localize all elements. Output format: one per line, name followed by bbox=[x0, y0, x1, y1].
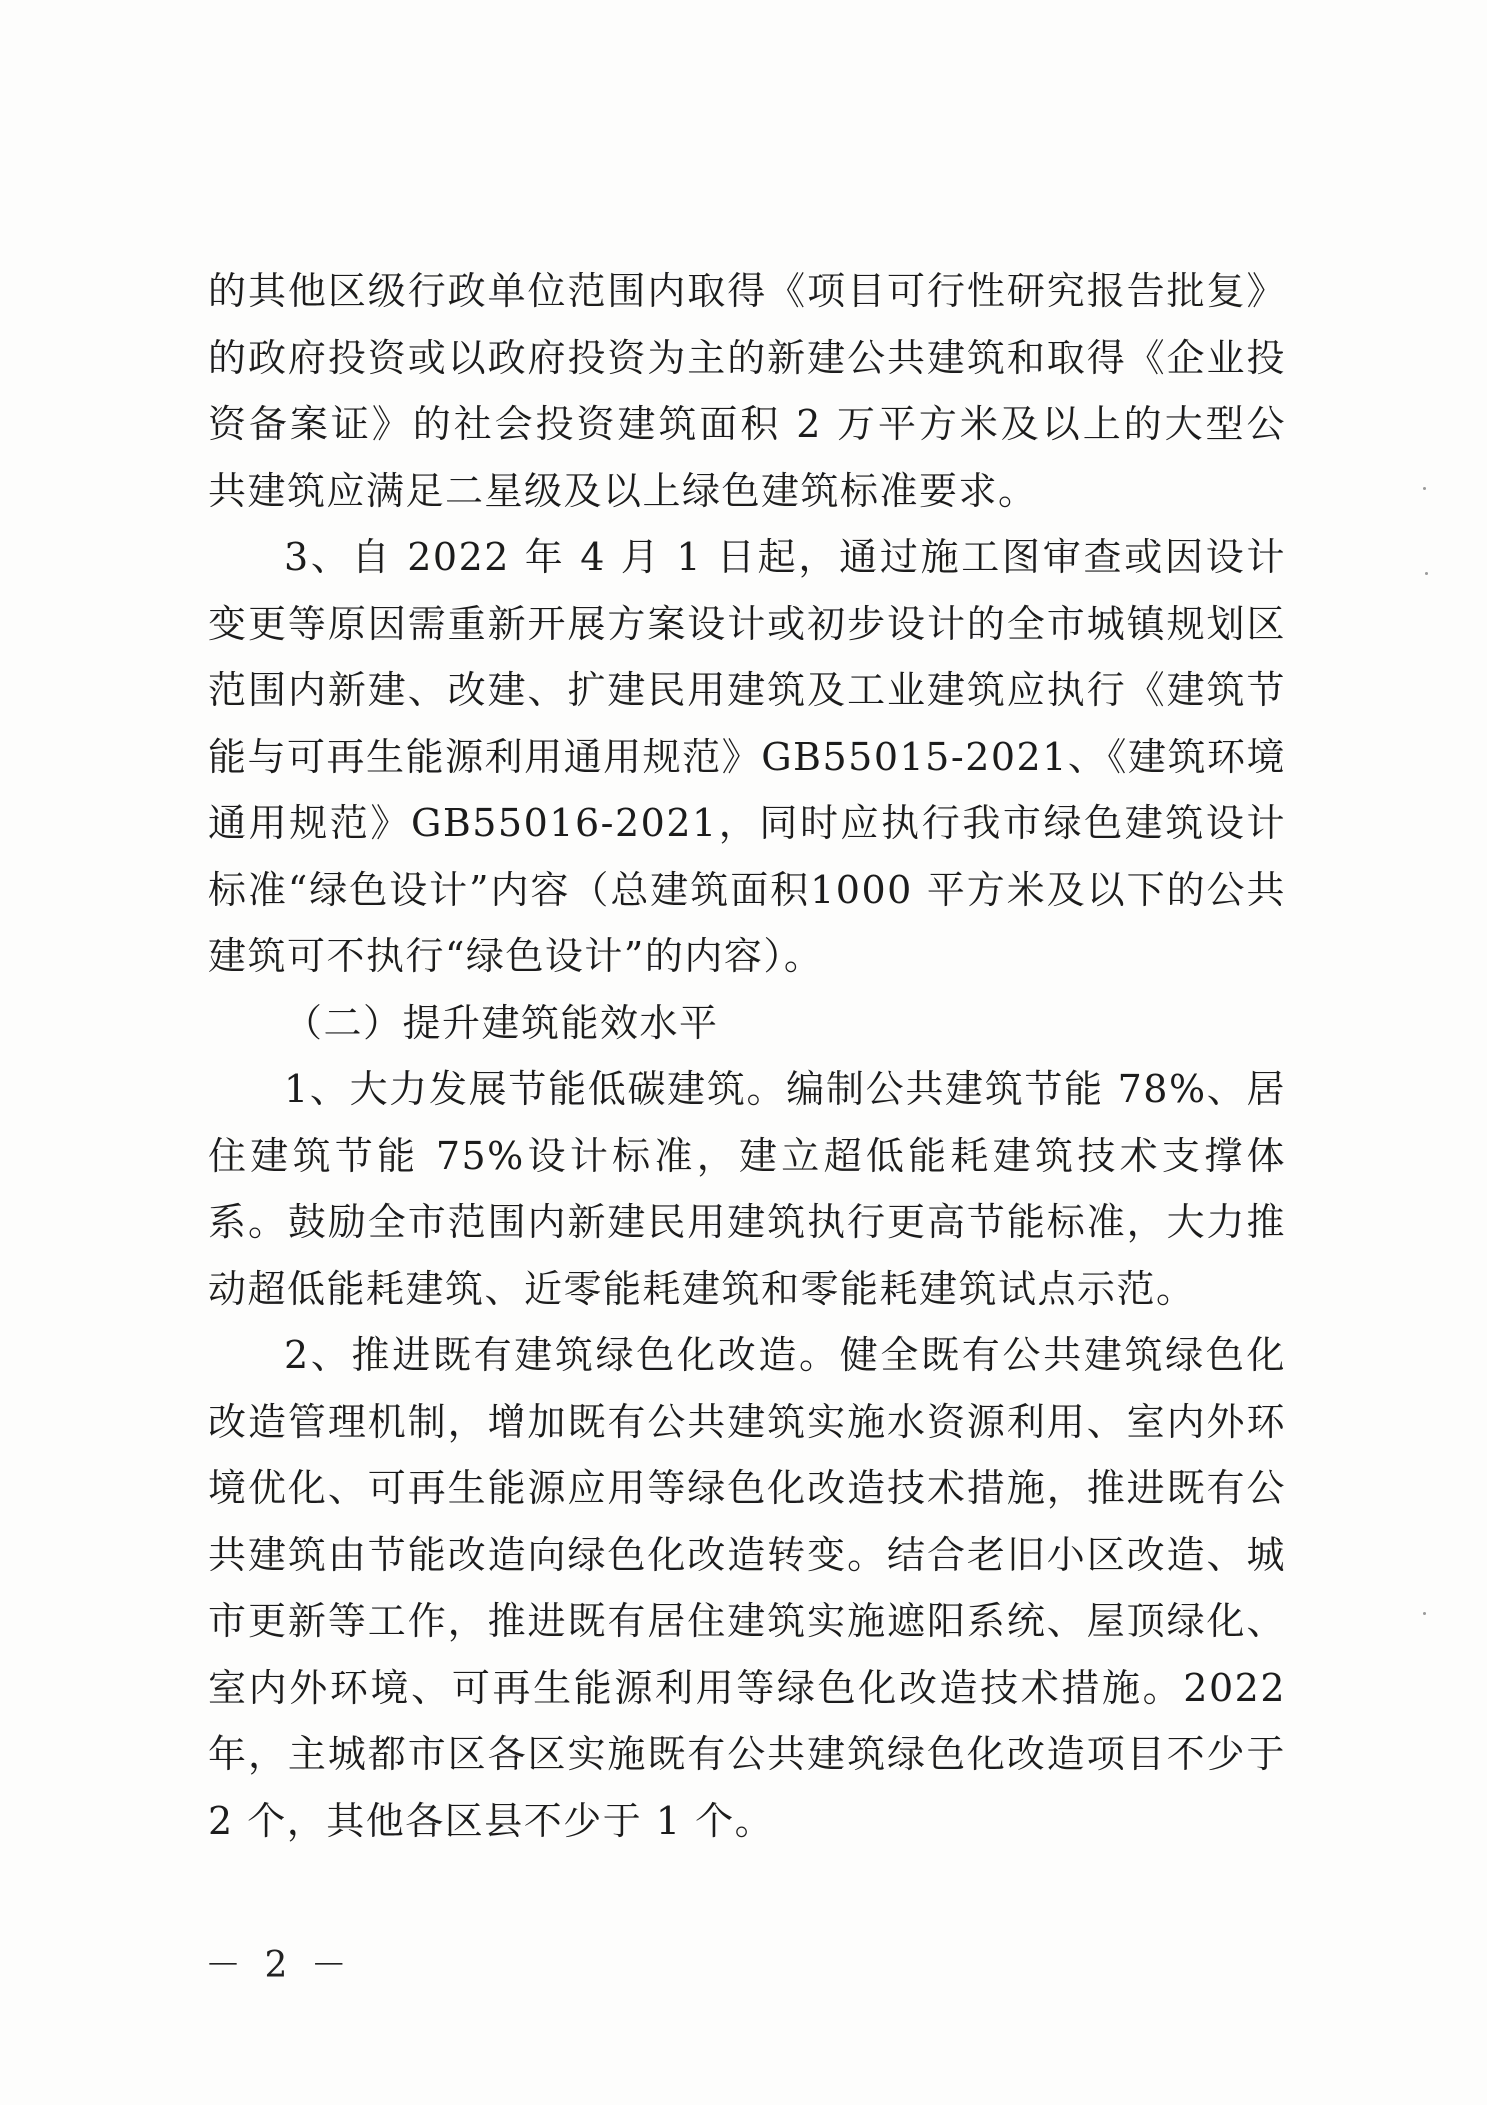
paragraph-continuation: 的其他区级行政单位范围内取得《项目可行性研究报告批复》的政府投资或以政府投资为主的新建公共建筑和取得《企业投资备案证》的社会投资建筑面积 2 万平方米及以上的大型公共建筑应满足二星级及以上绿色建筑标准要求。 bbox=[208, 269, 1286, 513]
paragraph-item-3: 3、自 2022 年 4 月 1 日起，通过施工图审查或因设计变更等原因需重新开展方案设计或初步设计的全市城镇规划区范围内新建、改建、扩建民用建筑及工业建筑应执行《建筑节能与可再生能源利用通用规范》GB55015-2021、《建筑环境通用规范》GB55016-2021，同时应执行我市绿色建筑设计标准“绿色设计”内容（总建筑面积1000 平方米及以下的公共建筑可不执行“绿色设计”的内容）。 bbox=[208, 535, 1286, 978]
section-heading: （二）提升建筑能效水平 bbox=[284, 1000, 719, 1045]
scan-speck bbox=[1423, 1612, 1426, 1615]
scan-speck bbox=[1423, 487, 1426, 490]
scan-speck bbox=[1425, 572, 1428, 575]
paragraph-item-2: 2、推进既有建筑绿色化改造。健全既有公共建筑绿色化改造管理机制，增加既有公共建筑实施水资源利用、室内外环境优化、可再生能源应用等绿色化改造技术措施，推进既有公共建筑由节能改造向绿色化改造转变。结合老旧小区改造、城市更新等工作，推进既有居住建筑实施遮阳系统、屋顶绿化、室内外环境、可再生能源利用等绿色化改造技术措施。2022 年，主城都市区各区实施既有公共建筑绿色化改造项目不少于 2 个，其他各区县不少于 1 个。 bbox=[208, 1333, 1286, 1843]
page-number: － 2 － bbox=[205, 1945, 353, 1986]
document-body bbox=[208, 258, 1286, 1854]
paragraph-item-1: 1、大力发展节能低碳建筑。编制公共建筑节能 78%、居住建筑节能 75%设计标准，建立超低能耗建筑技术支撑体系。鼓励全市范围内新建民用建筑执行更高节能标准，大力推动超低能耗建筑、近零能耗建筑和零能耗建筑试点示范。 bbox=[208, 1067, 1286, 1311]
